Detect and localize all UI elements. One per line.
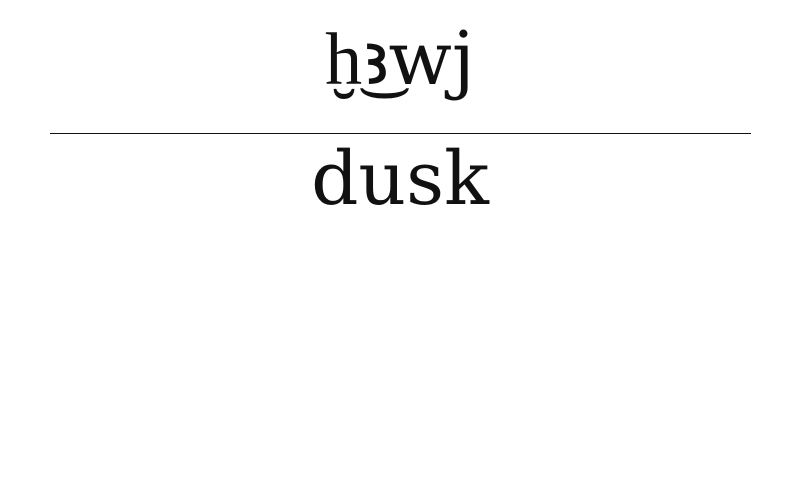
translation: dusk <box>311 136 489 222</box>
egyptian-term: ḫ͜ꜣwj <box>325 16 475 102</box>
divider-line <box>50 133 751 134</box>
